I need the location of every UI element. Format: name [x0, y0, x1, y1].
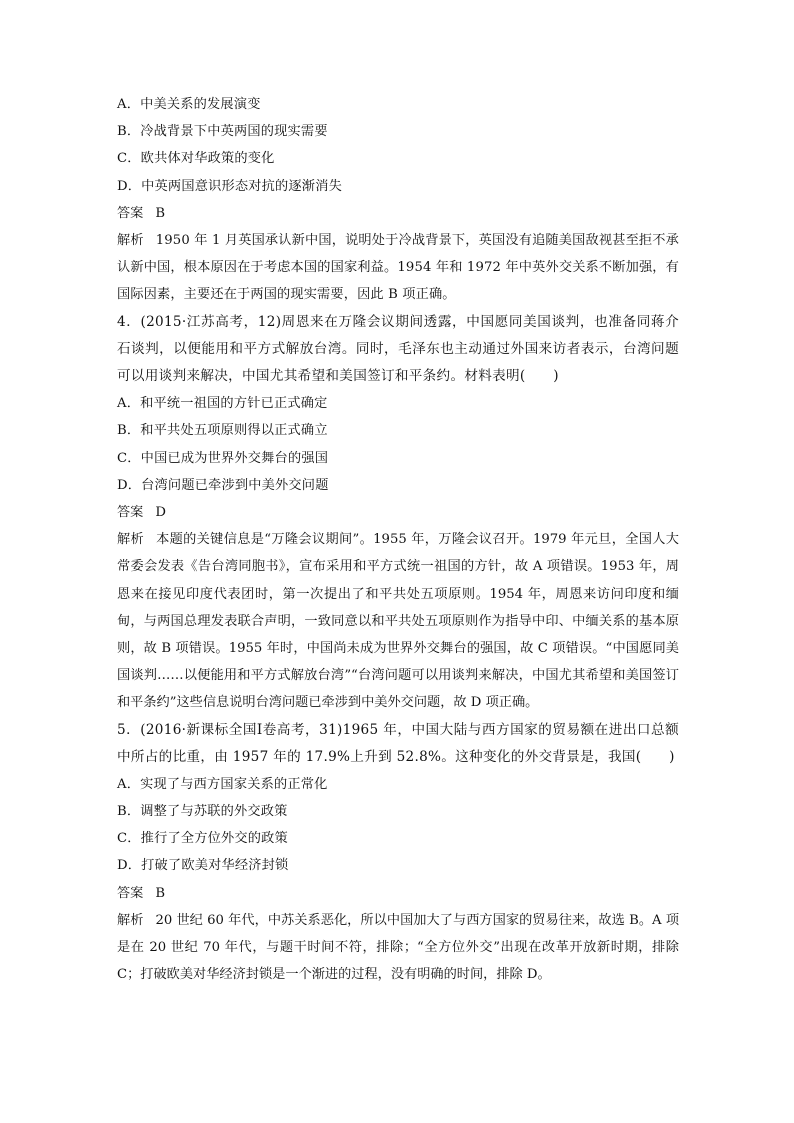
answer-label: 答案 — [117, 205, 144, 221]
answer-line — [117, 200, 679, 227]
question-stem: 5．(2016·新课标全国Ⅰ卷高考，31)1965 年，中国大陆与西方国家的贸易额在进出口总额中所占的比重，由 1957 年的 17.9%上升到 52.8%。这种变化的外交背景是，我国( ) — [117, 721, 679, 765]
answer-label: 答案 — [117, 504, 144, 520]
question-3 — [117, 91, 679, 309]
option-c: C．中国已成为世界外交舞台的强国 — [117, 450, 329, 466]
option-c: C．推行了全方位外交的政策 — [117, 831, 288, 847]
analysis-text: 20 世纪 60 年代，中苏关系恶化，所以中国加大了与西方国家的贸易往来，故选 B。A 项是在 20 世纪 70 年代，与题干时间不符，排除；“全方位外交”出现在改革开放新时期，排除 C；打破欧美对华经济封锁是一个渐进的过程，没有明确的时间，排除 D。 — [117, 912, 680, 983]
question-5 — [117, 717, 679, 989]
option-b: B．调整了与苏联的外交政策 — [117, 804, 288, 820]
document-page — [117, 91, 679, 988]
analysis-label: 解析 — [117, 532, 145, 548]
option-a: A．实现了与西方国家关系的正常化 — [117, 776, 328, 792]
question-4 — [117, 309, 679, 717]
answer-value: B — [155, 885, 166, 901]
analysis-paragraph — [117, 227, 679, 309]
analysis-text: 本题的关键信息是“万隆会议期间”。1955 年，万隆会议召开。1979 年元旦，全国人大常委会发表《告台湾同胞书》，宣布采用和平方式统一祖国的方针，故 A 项错误。1953 年，周恩来在接见印度代表团时，第一次提出了和平共处五项原则。1954 年，周恩来访问印度和缅甸，与两国总理发表联合声明，一致同意以和平共处五项原则作为指导中印、中缅关系的基本原则，故 B 项错误。1955 年时，中国尚未成为世界外交舞台的强国，故 C 项错误。“中国愿同美国谈判……以便能用和平方式解放台湾”“台湾问题可以用谈判来解决，中国尤其希望和美国签订和平条约”这些信息说明台湾问题已牵涉到中美外交问题，故 D 项正确。 — [117, 532, 679, 711]
option-a: A．和平统一祖国的方针已正式确定 — [117, 396, 328, 412]
answer-line — [117, 499, 679, 526]
analysis-paragraph — [117, 526, 679, 716]
analysis-label: 解析 — [117, 912, 144, 928]
answer-value: B — [155, 205, 166, 221]
analysis-paragraph — [117, 907, 679, 989]
question-stem: 4．(2015·江苏高考，12)周恩来在万隆会议期间透露，中国愿同美国谈判，也准备同蒋介石谈判，以便能用和平方式解放台湾。同时，毛泽东也主动通过外国来访者表示，台湾问题可以用谈判来解决，中国尤其希望和美国签订和平条约。材料表明( ) — [117, 313, 679, 384]
answer-value: D — [155, 504, 166, 520]
option-a: A．中美关系的发展演变 — [117, 97, 261, 112]
option-b: B．和平共处五项原则得以正式确立 — [117, 423, 328, 439]
answer-label: 答案 — [117, 885, 144, 901]
option-b: B．冷战背景下中英两国的现实需要 — [117, 124, 328, 140]
analysis-text: 1950 年 1 月英国承认新中国，说明处于冷战背景下，英国没有追随美国敌视甚至拒不承认新中国，根本原因在于考虑本国的国家利益。1954 年和 1972 年中英外交关系不断加强，有国际因素，主要还在于两国的现实需要，因此 B 项正确。 — [117, 232, 679, 303]
analysis-label: 解析 — [117, 232, 144, 248]
option-d: D．中英两国意识形态对抗的逐渐消失 — [117, 178, 342, 194]
option-c: C．欧共体对华政策的变化 — [117, 151, 275, 167]
answer-line — [117, 880, 679, 907]
option-d: D．台湾问题已牵涉到中美外交问题 — [117, 477, 329, 493]
option-d: D．打破了欧美对华经济封锁 — [117, 858, 289, 874]
